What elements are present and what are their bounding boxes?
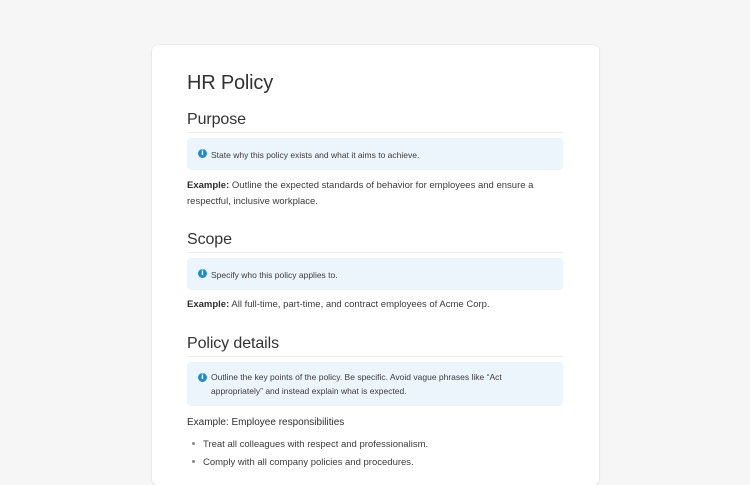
callout-purpose <box>187 138 563 170</box>
section-heading-purpose: Purpose <box>187 111 246 128</box>
list-item-text: Comply with all company policies and procedures. <box>203 457 414 468</box>
bullet-dot <box>192 442 195 445</box>
callout-text: Outline the key points of the policy. Be specific. Avoid vague phrases like “Act appropriately” and instead explain what is expected. <box>211 372 502 396</box>
info-icon: i <box>198 149 207 158</box>
document-card <box>152 45 599 485</box>
example-purpose <box>187 178 567 209</box>
example-label: Example: <box>187 299 230 310</box>
example-scope <box>187 297 567 313</box>
bullet-dot <box>192 460 195 463</box>
list-item <box>192 439 428 450</box>
info-icon: i <box>198 373 207 382</box>
page-title: HR Policy <box>187 72 273 94</box>
example-text: Outline the expected standards of behavior for employees and ensure a respectful, inclusive workplace. <box>187 180 534 207</box>
section-heading-scope: Scope <box>187 231 232 248</box>
example-text: All full-time, part-time, and contract employees of Acme Corp. <box>231 299 490 310</box>
example-subheading: Example: Employee responsibilities <box>187 417 345 428</box>
info-icon: i <box>198 269 207 278</box>
callout-text: Specify who this policy applies to. <box>211 270 338 280</box>
callout-scope <box>187 258 563 290</box>
example-label: Example: <box>187 180 230 191</box>
section-heading-policy-details: Policy details <box>187 335 279 352</box>
callout-policy-details <box>187 362 563 406</box>
list-item-text: Treat all colleagues with respect and professionalism. <box>203 439 429 450</box>
section-divider <box>187 132 563 133</box>
callout-text: State why this policy exists and what it aims to achieve. <box>211 150 420 160</box>
section-divider <box>187 356 563 357</box>
section-divider <box>187 252 563 253</box>
list-item <box>192 457 414 468</box>
